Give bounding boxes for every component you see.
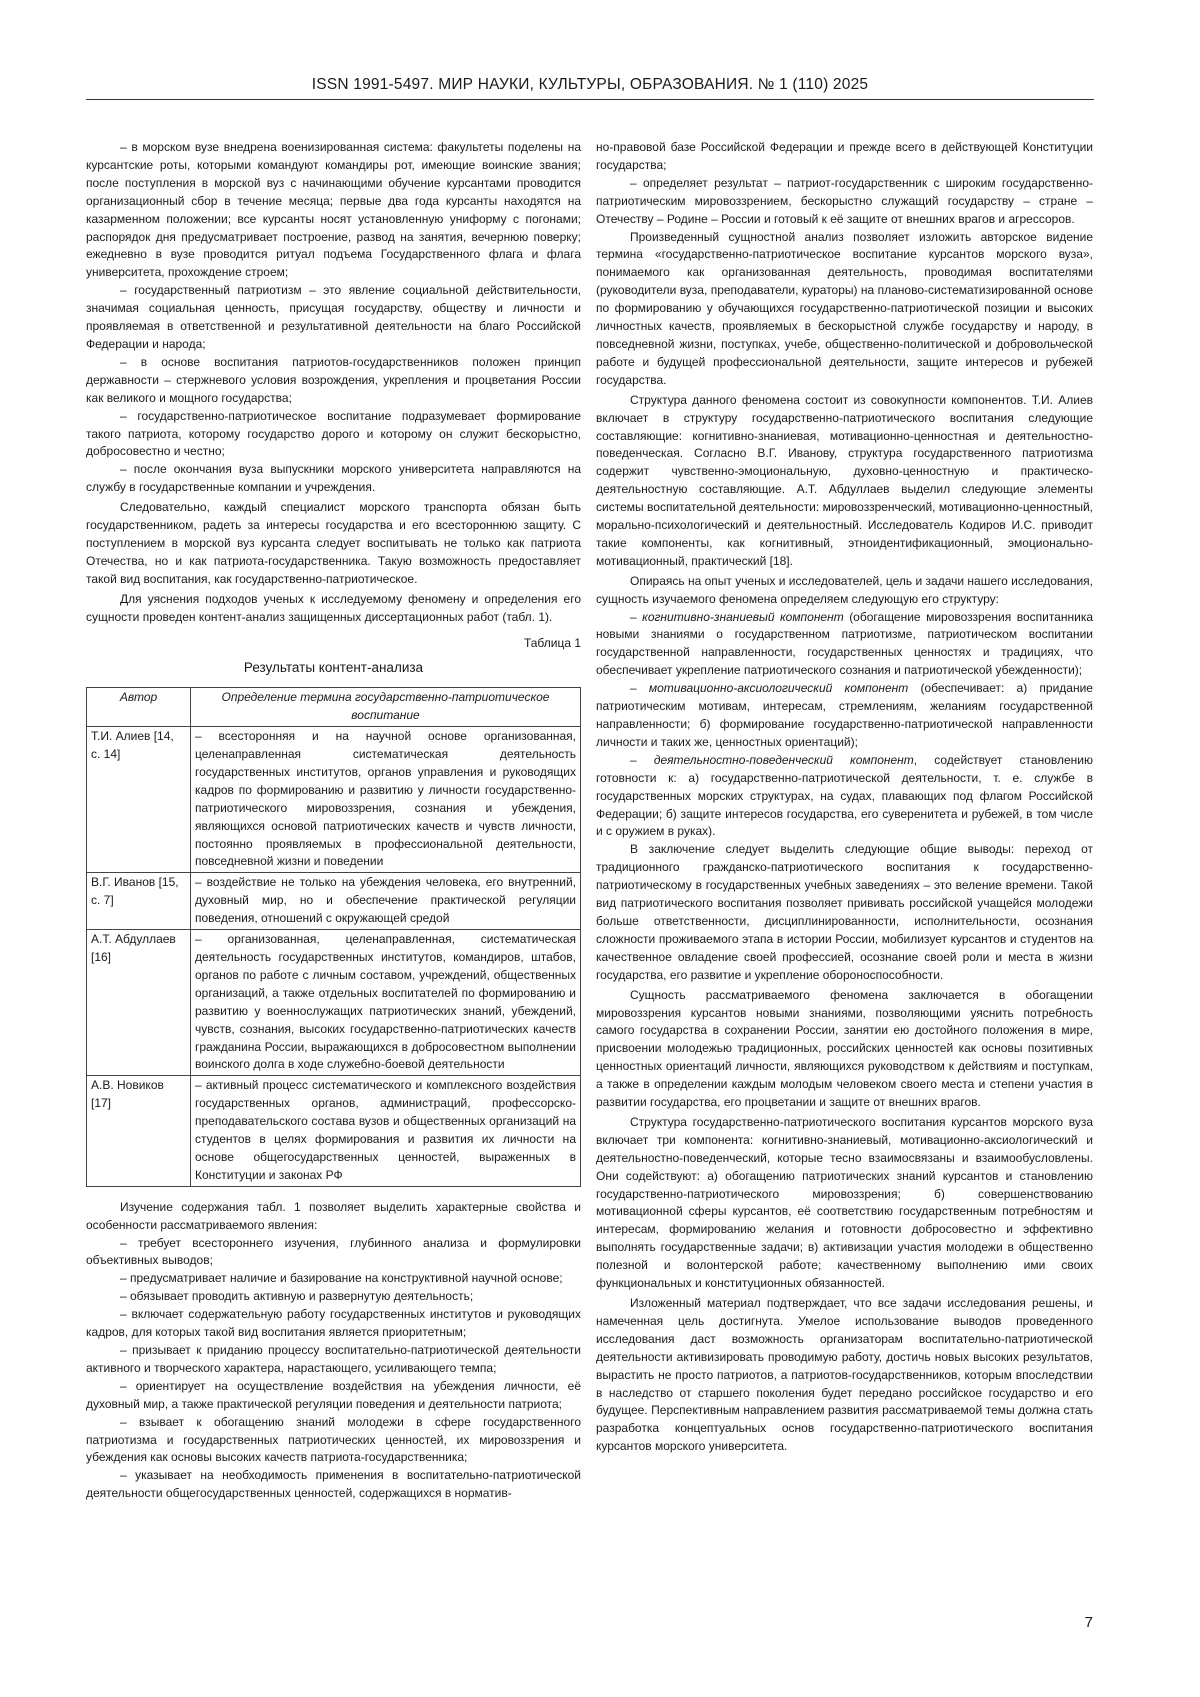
paragraph: – в морском вузе внедрена военизированная система: факультеты поделены на курсантские роты, которыми командуют командиры рот, имеющие воинские звания; после поступления в морской вуз с начинающими обучение курсантами проводится организационный сбор в течение месяца; первые два года курсанты находятся на казарменном положении; все курсанты носят установленную униформу с погонами; распорядок дня предусматривает построение, развод на занятия, вечернюю поверку; ежедневно в вузе проводится ритуал подъема Государственного флага и флага университета, прохождение строем; — [86, 139, 581, 282]
table-cell-definition: – активный процесс систематического и комплексного воздействия государственных органов, администраций, профессорско-преподавательского состава вузов и общественных организаций на студентов в целях формирования и развития их личности на основе общегосударственных ценностей, выраженных в Конституции и законах РФ — [191, 1076, 581, 1186]
list-item: – взывает к обогащению знаний молодежи в сфере государственного патриотизма и государственных патриотических ценностей, их мировоззрения и убеждения как основы высоких качеств патриота-государственника; — [86, 1414, 581, 1468]
table-row — [87, 727, 581, 873]
paragraph: Следовательно, каждый специалист морского транспорта обязан быть государственником, радеть за интересы государства и его всестороннюю защиту. С поступлением в морской вуз курсанта следует воспитывать не только как патриота Отечества, но и как патриота-государственника. Такую возможность предоставляет такой вид воспитания, как государственно-патриотическое. — [86, 499, 581, 589]
list-item: – указывает на необходимость применения в воспитательно-патриотической деятельности общегосударственных ценностей, содержащихся в норматив- — [86, 1467, 581, 1503]
content-analysis-table — [86, 687, 581, 1186]
list-item: – включает содержательную работу государственных институтов и руководящих кадров, для которых такой вид воспитания является приоритетным; — [86, 1306, 581, 1342]
journal-header: ISSN 1991-5497. МИР НАУКИ, КУЛЬТУРЫ, ОБРАЗОВАНИЯ. № 1 (110) 2025 — [86, 76, 1094, 94]
paragraph: Опираясь на опыт ученых и исследователей, цель и задачи нашего исследования, сущность изучаемого феномена определяем следующую его структуру: — [596, 573, 1093, 609]
table-title: Результаты контент-анализа — [86, 659, 581, 677]
component-item — [596, 752, 1093, 842]
header-rule — [86, 99, 1094, 100]
table-row — [87, 1076, 581, 1186]
table-row — [87, 873, 581, 930]
dash: – — [630, 753, 654, 767]
component-item — [596, 609, 1093, 681]
table-cell-author: Т.И. Алиев [14, с. 14] — [87, 727, 191, 873]
list-item: – призывает к приданию процессу воспитательно-патриотической деятельности активного и творческого характера, нарастающего, усиливающего темпа; — [86, 1342, 581, 1378]
paragraph: Структура государственно-патриотического воспитания курсантов морского вуза включает три компонента: когнитивно-знаниевый, мотивационно-аксиологический и деятельностно-поведенческий, которые тесно взаимосвязаны и взаимообусловлены. Они содействуют: а) обогащению патриотических знаний курсантов и становлению государственно-патриотического мировоззрения; б) совершенствованию мотивационной сферы курсантов, её соответствию государственным потребностям и интересам, формированию желания и готовности добросовестно и эффективно выполнять государственные задачи; в) активизации участия молодежи в общественно полезной и волонтерской работе; качественному выполнению ими своих функциональных и конституционных обязанностей. — [596, 1114, 1093, 1293]
paragraph: Изучение содержания табл. 1 позволяет выделить характерные свойства и особенности рассматриваемого явления: — [86, 1199, 581, 1235]
component-description: (обеспечивает: а) придание патриотическим мотивам, интересам, стремлениям, желаниям государственной направленности; б) формирование государственно-патриотической направленности личности и таких же, ценностных ориентаций); — [596, 681, 1093, 749]
component-term: когнитивно-знаниевый компонент — [642, 610, 844, 624]
table-header-author: Автор — [87, 688, 191, 727]
table-cell-definition: – всесторонняя и на научной основе организованная, целенаправленная систематическая деятельность государственных институтов, органов управления и руководящих кадров по формированию и развитию у личности государственно-патриотического мировоззрения, сознания и убеждения, являющихся основой патриотических качеств и чувств личности, постоянно проявляемых в профессиональной деятельности, повседневной жизни и поведении — [191, 727, 581, 873]
component-term: деятельностно-поведенческий компонент — [654, 753, 914, 767]
paragraph: Сущность рассматриваемого феномена заключается в обогащении мировоззрения курсантов новыми знаниями, позволяющими уяснить потребность самого государства в сохранении России, занятии ею достойного положения в мире, присвоении молодежью традиционных, российских ценностей как основы позитивных ценностных ориентаций личности, являющихся руководством к действиям и поступкам, а также в определении каждым молодым человеком своего места и степени участия в развитии государства, его процветании и защите от внешних врагов. — [596, 987, 1093, 1112]
table-cell-author: А.Т. Абдуллаев [16] — [87, 930, 191, 1076]
table-cell-author: А.В. Новиков [17] — [87, 1076, 191, 1186]
component-item — [596, 680, 1093, 752]
paragraph: Произведенный сущностной анализ позволяет изложить авторское видение термина «государственно-патриотическое воспитание курсантов морского вуза», понимаемого как организованная деятельность, проводимая воспитателями (руководители вуза, преподаватели, кураторы) на планово-систематизированной основе по формированию у обучающихся государственно-патриотической позиции и высоких личностных качеств, проявляемых в бескорыстной службе государству и народу, в повседневной жизни, поступках, учебе, общественно-политической и добровольческой работе и будущей профессиональной деятельности, защите интересов и рубежей государства. — [596, 229, 1093, 390]
paragraph: – после окончания вуза выпускники морского университета направляются на службу в государственные компании и учреждения. — [86, 461, 581, 497]
list-item: – предусматривает наличие и базирование на конструктивной научной основе; — [86, 1270, 581, 1288]
paragraph: Изложенный материал подтверждает, что все задачи исследования решены, и намеченная цель достигнута. Умелое использование выводов проведенного исследования даст возможность организаторам воспитательно-патриотической деятельности активизировать проводимую работу, достичь новых высоких результатов, вырастить не просто патриотов, а патриотов-государственников, которым впоследствии в наследство от старшего поколения будет передано российское государство и его будущее. Перспективным направлением развития рассматриваемой темы должна стать разработка концептуальных основ государственно-патриотического воспитания курсантов морского университета. — [596, 1295, 1093, 1456]
component-term: мотивационно-аксиологический компонент — [649, 681, 908, 695]
table-row — [87, 930, 581, 1076]
paragraph: но-правовой базе Российской Федерации и прежде всего в действующей Конституции государства; — [596, 139, 1093, 175]
component-description: (обогащение мировоззрения воспитанника новыми знаниями о государственном патриотизме, патриотическом воспитании государственной направленности, государственных ценностях и традициях, что обеспечивает укрепление патриотического сознания и патриотической убежденности); — [596, 610, 1093, 678]
list-item: – требует всестороннего изучения, глубинного анализа и формулировки объективных выводов; — [86, 1235, 581, 1271]
paragraph: В заключение следует выделить следующие общие выводы: переход от традиционного гражданско-патриотического воспитания к государственно-патриотическому в государственных учебных заведениях – это веление времени. Такой вид патриотического воспитания позволяет прививать российской учащейся молодежи больше ответственности, дисциплинированности, исполнительности, осознания сложности проживаемого этапа в истории России, мобилизует курсантов и студентов на качественное овладение своей профессией, осознание своей роли и места в жизни государства, его развитие и укрепление обороноспособности. — [596, 841, 1093, 984]
paragraph: – определяет результат – патриот-государственник с широким государственно-патриотическим мировоззрением, бескорыстно служащий государству – стране – Отечеству – Родине – России и готовый к её защите от внешних врагов и агрессоров. — [596, 175, 1093, 229]
paragraph: – в основе воспитания патриотов-государственников положен принцип державности – стержневого условия возрождения, укрепления и процветания России как великого и мощного государства; — [86, 354, 581, 408]
paragraph: – государственно-патриотическое воспитание подразумевает формирование такого патриота, которому государство дорого и которому он служит бескорыстно, добросовестно и честно; — [86, 408, 581, 462]
dash: – — [630, 681, 649, 695]
table-cell-definition: – организованная, целенаправленная, систематическая деятельность государственных институтов, командиров, штабов, органов по работе с личным составом, учреждений, общественных организаций, а также отдельных воспитателей по формированию и развитию у военнослужащих патриотических знаний, убеждений, чувств, сознания, высоких государственно-патриотических качеств гражданина России, выражающихся в добросовестном выполнении воинского долга в ходе служебно-боевой деятельности — [191, 930, 581, 1076]
left-column — [86, 139, 581, 1503]
list-item: – обязывает проводить активную и развернутую деятельность; — [86, 1288, 581, 1306]
page-number: 7 — [1085, 1614, 1093, 1631]
paragraph: Для уяснения подходов ученых к исследуемому феномену и определения его сущности проведен контент-анализ защищенных диссертационных работ (табл. 1). — [86, 591, 581, 627]
list-item: – ориентирует на осуществление воздействия на убеждения личности, её духовный мир, а также практической регуляции поведения и деятельности патриота; — [86, 1378, 581, 1414]
table-cell-definition: – воздействие не только на убеждения человека, его внутренний, духовный мир, но и обеспечение практической регуляции поведения, отношений с окружающей средой — [191, 873, 581, 930]
table-cell-author: В.Г. Иванов [15, с. 7] — [87, 873, 191, 930]
table-header-row — [87, 688, 581, 727]
paragraph: Структура данного феномена состоит из совокупности компонентов. Т.И. Алиев включает в структуру государственно-патриотического воспитания следующие составляющие: когнитивно-знаниевая, мотивационно-ценностная и деятельностно-поведенческая. Согласно В.Г. Иванову, структура государственного патриотизма содержит чувственно-эмоциональную, духовно-ценностную и практическо-деятельностную составляющие. А.Т. Абдуллаев выделил следующие элементы системы воспитательной деятельности: мировоззренческий, мотивационно-ценностный, морально-психологический и деятельностный. Исследователь Кодиров И.С. приводит такие компоненты, как когнитивный, этноидентификационный, эмоционально-мотивационный, практический [18]. — [596, 392, 1093, 571]
table-number: Таблица 1 — [86, 635, 581, 653]
right-column — [596, 139, 1093, 1456]
dash: – — [630, 610, 642, 624]
paragraph: – государственный патриотизм – это явление социальной действительности, значимая социальная ценность, присущая государству, обществу и личности и проявляемая в ответственной и результативной деятельности на благо Российской Федерации и народа; — [86, 282, 581, 354]
component-description: , содействует становлению готовности к: а) государственно-патриотической деятельности, т. е. службе в государственных морских структурах, на судах, плавающих под флагом Российской Федерации; б) защите интересов государства, его суверенитета и рубежей, в том числе и с оружием в руках). — [596, 753, 1093, 839]
table-header-definition: Определение термина государственно-патриотическое воспитание — [191, 688, 581, 727]
